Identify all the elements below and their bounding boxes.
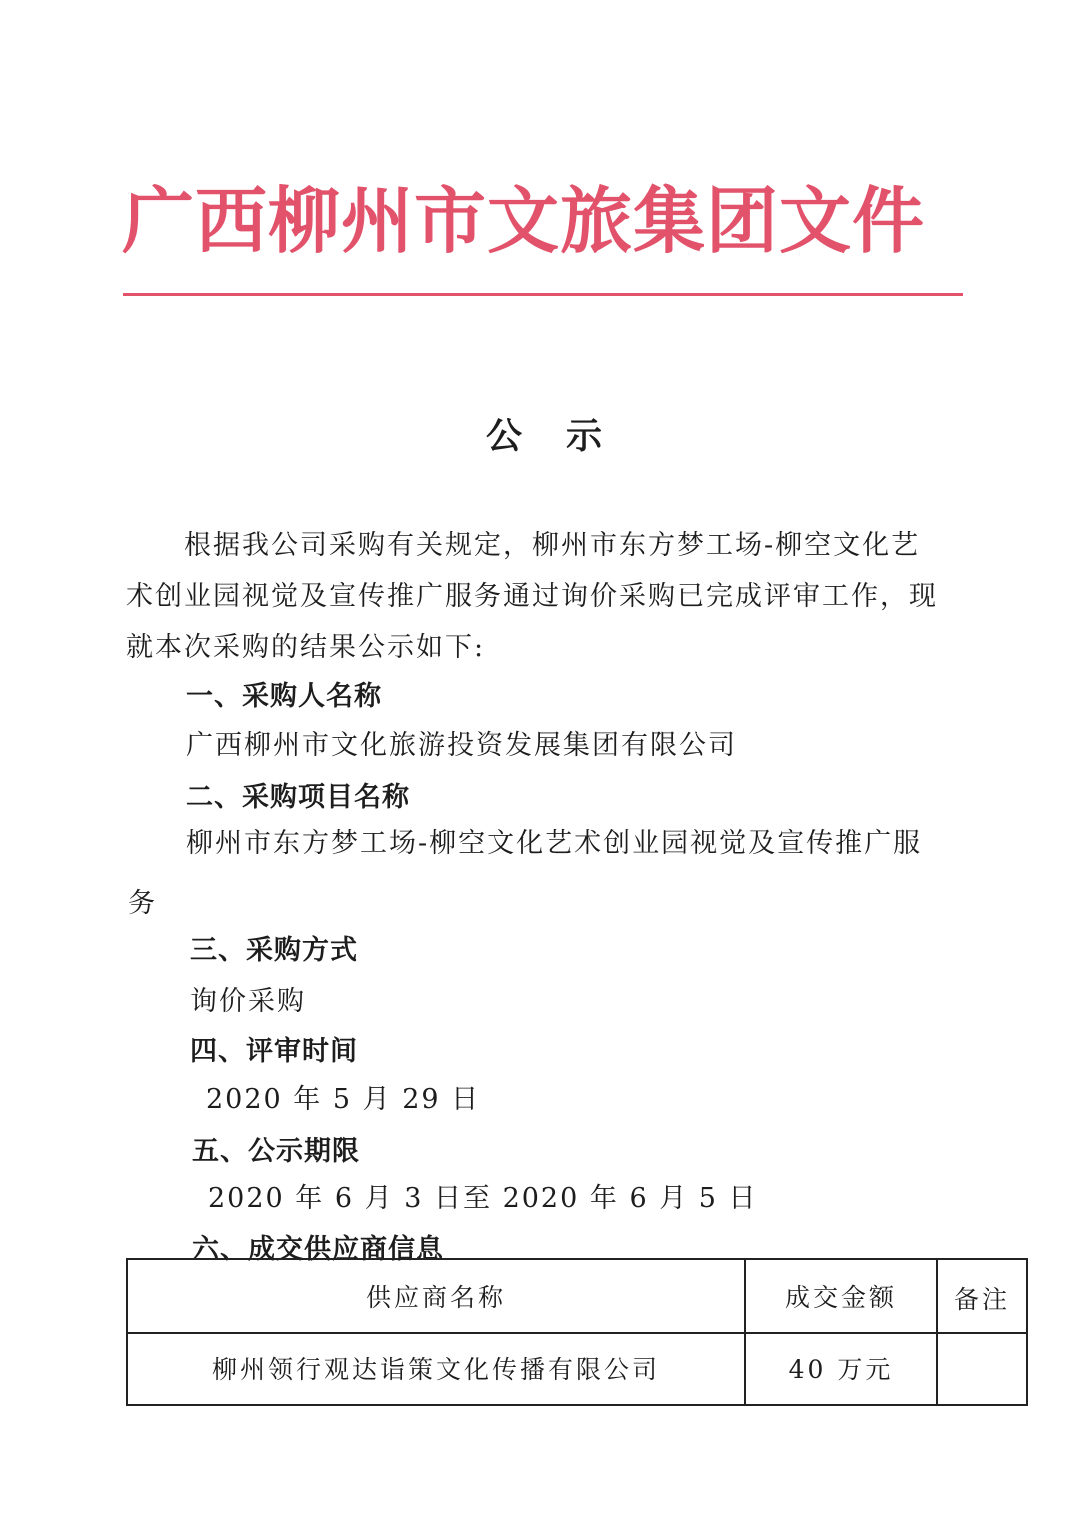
project-name-line1: 柳州市东方梦工场-柳空文化艺术创业园视觉及宣传推广服 (186, 828, 923, 859)
supplier-name-cell: 柳州领行观达诣策文化传播有限公司 (128, 1332, 746, 1404)
section-heading-supplier: 六、成交供应商信息 (192, 1234, 444, 1265)
project-name-line2: 务 (128, 888, 157, 919)
intro-line: 术创业园视觉及宣传推广服务通过询价采购已完成评审工作，现 (126, 581, 938, 612)
purchaser-name: 广西柳州市文化旅游投资发展集团有限公司 (186, 730, 737, 761)
deal-amount-cell: 40 万元 (746, 1332, 938, 1404)
notice-title: 公示 (485, 416, 646, 457)
header-red-rule (123, 293, 963, 296)
section-heading-method: 三、采购方式 (190, 935, 358, 966)
header-remarks: 备注 (953, 1285, 1010, 1314)
table-header-row (128, 1260, 1026, 1334)
section-heading-purchaser: 一、采购人名称 (186, 681, 382, 712)
section-heading-review-time: 四、评审时间 (190, 1036, 358, 1067)
org-header-title: 广西柳州市文旅集团文件 (122, 178, 926, 263)
intro-paragraph (126, 520, 966, 673)
intro-line: 就本次采购的结果公示如下: (126, 632, 486, 663)
remarks-cell (938, 1332, 1026, 1404)
section-heading-project: 二、采购项目名称 (186, 782, 410, 813)
publicity-period: 2020 年 6 月 3 日至 2020 年 6 月 5 日 (208, 1183, 758, 1214)
header-deal-amount: 成交金额 (746, 1260, 938, 1332)
table-row (128, 1332, 1026, 1404)
review-date: 2020 年 5 月 29 日 (206, 1084, 481, 1115)
header-supplier-name: 供应商名称 (128, 1260, 746, 1332)
section-heading-period: 五、公示期限 (192, 1136, 360, 1167)
intro-line: 根据我公司采购有关规定，柳州市东方梦工场-柳空文化艺 (184, 530, 921, 561)
supplier-table (126, 1258, 1028, 1406)
purchase-method: 询价采购 (190, 986, 306, 1017)
